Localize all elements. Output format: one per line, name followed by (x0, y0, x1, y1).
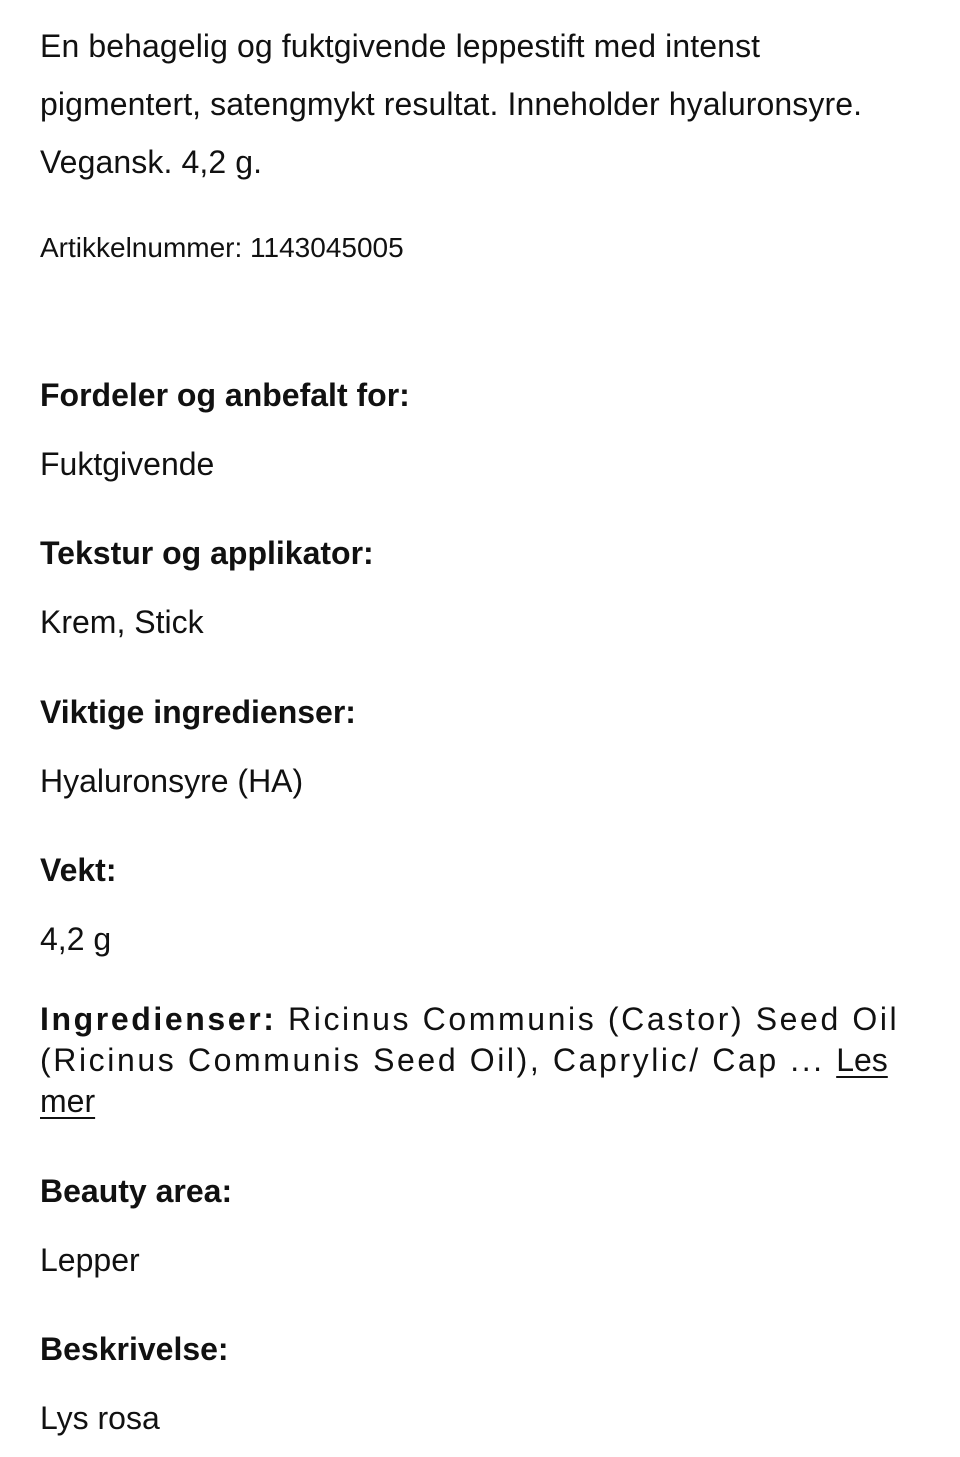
ingredients-label: Ingredienser: (40, 1001, 277, 1037)
benefits-label: Fordeler og anbefalt for: (40, 377, 410, 413)
weight-value: 4,2 g (40, 921, 112, 957)
ingredients-block (40, 999, 930, 1122)
beauty-area-value: Lepper (40, 1242, 140, 1278)
product-intro-text: En behagelig og fuktgivende leppestift med intenst pigmentert, satengmykt resultat. Inneholder hyaluronsyre. Vegansk. 4,2 g. (40, 28, 863, 180)
ingredients-value: Ricinus Communis (Castor) Seed Oil (Ricinus Communis Seed Oil), Caprylic/ Cap ... (40, 1001, 900, 1078)
read-more-link[interactable]: Les mer (40, 1042, 888, 1119)
weight-label: Vekt: (40, 852, 117, 888)
shade-description-value: Lys rosa (40, 1400, 160, 1436)
texture-value: Krem, Stick (40, 604, 204, 640)
shade-description-label: Beskrivelse: (40, 1331, 229, 1367)
benefits-value: Fuktgivende (40, 446, 215, 482)
key-ingredients-value: Hyaluronsyre (HA) (40, 763, 304, 799)
key-ingredients-label: Viktige ingredienser: (40, 694, 356, 730)
texture-label: Tekstur og applikator: (40, 535, 374, 571)
beauty-area-label: Beauty area: (40, 1173, 233, 1209)
article-number: Artikkelnummer: 1143045005 (40, 232, 404, 263)
